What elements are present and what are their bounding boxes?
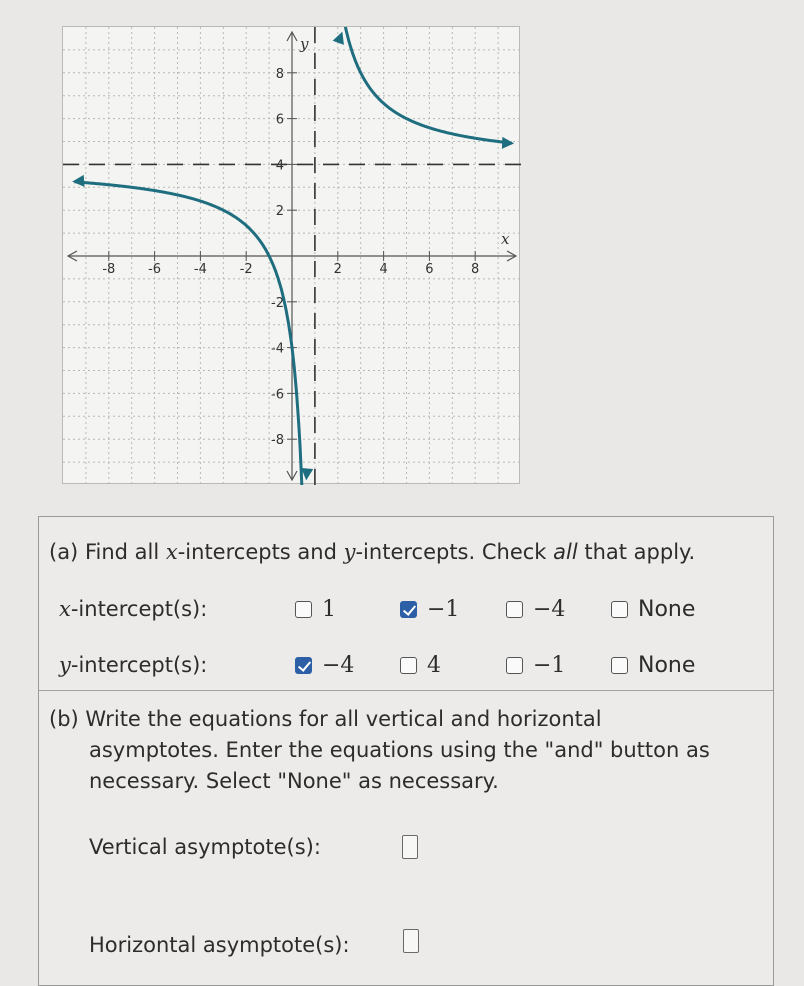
y-option-2-label: 4	[427, 653, 441, 678]
part-b-line-1	[49, 704, 602, 735]
y-axis-label: y	[300, 35, 309, 53]
prompt-y-var: y	[343, 540, 356, 564]
x-option-3-label: −4	[533, 597, 566, 622]
rational-function-graph	[63, 27, 521, 485]
y-tick-label: -2	[271, 295, 284, 311]
x-row-text: -intercept(s):	[70, 597, 208, 621]
y-option-none[interactable]	[611, 653, 695, 678]
curve-right-branch	[345, 27, 512, 143]
y-tick-label: 4	[275, 158, 284, 174]
y-tick-label: -8	[271, 433, 284, 449]
x-tick-label: -4	[193, 262, 207, 277]
y-option-2[interactable]	[400, 653, 441, 678]
y-tick-label: 2	[275, 204, 284, 220]
vertical-asymptote-label: Vertical asymptote(s):	[89, 835, 321, 859]
y-option-3-label: −1	[533, 653, 566, 678]
y-tick-label: -6	[271, 387, 284, 403]
prompt-mid1: -intercepts and	[177, 540, 344, 564]
y-option-1[interactable]	[295, 653, 354, 678]
x-option-2-checkbox[interactable]	[400, 601, 417, 618]
y-tick-label: 6	[275, 112, 284, 128]
x-tick-label: -6	[148, 262, 162, 277]
x-axis-label: x	[501, 230, 510, 248]
part-b-line-2: asymptotes. Enter the equations using the "and" button as	[89, 738, 710, 762]
graph-panel	[62, 26, 520, 484]
y-option-2-checkbox[interactable]	[400, 657, 417, 674]
y-option-none-label: None	[638, 653, 696, 678]
x-option-none-label: None	[638, 597, 696, 622]
y-option-none-checkbox[interactable]	[611, 657, 628, 674]
y-option-1-checkbox[interactable]	[295, 657, 312, 674]
question-panel	[38, 516, 774, 986]
y-option-3-checkbox[interactable]	[506, 657, 523, 674]
x-option-none-checkbox[interactable]	[611, 601, 628, 618]
part-b-letter: (b)	[49, 707, 79, 731]
prompt-mid2: -intercepts. Check	[355, 540, 554, 564]
y-option-3[interactable]	[506, 653, 565, 678]
x-option-1[interactable]	[295, 597, 336, 622]
y-tick-label: -4	[271, 341, 284, 357]
y-intercept-row-label	[59, 653, 207, 677]
x-tick-label: 4	[379, 262, 388, 277]
vertical-asymptote-input[interactable]	[402, 835, 418, 859]
y-row-text: -intercept(s):	[70, 653, 208, 677]
x-option-2[interactable]	[400, 597, 459, 622]
horizontal-asymptote-label: Horizontal asymptote(s):	[89, 933, 350, 957]
curve-arrow-left	[72, 175, 85, 188]
y-row-var: y	[59, 653, 71, 677]
horizontal-asymptote-input[interactable]	[403, 929, 419, 953]
curve-arrow-right	[502, 137, 514, 149]
prompt-all: all	[553, 540, 578, 564]
x-tick-label: 8	[471, 262, 480, 277]
x-tick-label: 6	[425, 262, 434, 277]
x-option-none[interactable]	[611, 597, 695, 622]
x-tick-label: -8	[102, 262, 116, 277]
part-a-prompt	[49, 537, 695, 568]
prompt-end: that apply.	[577, 540, 696, 564]
y-tick-label: 8	[275, 66, 284, 82]
part-b-line-3: necessary. Select "None" as necessary.	[89, 769, 499, 793]
x-option-1-checkbox[interactable]	[295, 601, 312, 618]
prompt-before: Find all	[84, 540, 166, 564]
prompt-x-var: x	[165, 540, 178, 564]
x-row-var: x	[59, 597, 71, 621]
part-b-text-1: Write the equations for all vertical and horizontal	[85, 707, 602, 731]
part-a-letter: (a)	[49, 540, 79, 564]
x-option-2-label: −1	[427, 597, 460, 622]
x-intercept-row-label	[59, 597, 207, 621]
x-tick-label: -2	[239, 262, 253, 277]
x-option-3[interactable]	[506, 597, 565, 622]
x-tick-label: 2	[333, 262, 342, 277]
x-option-1-label: 1	[322, 597, 336, 622]
y-option-1-label: −4	[322, 653, 355, 678]
section-divider	[39, 690, 773, 691]
x-option-3-checkbox[interactable]	[506, 601, 523, 618]
